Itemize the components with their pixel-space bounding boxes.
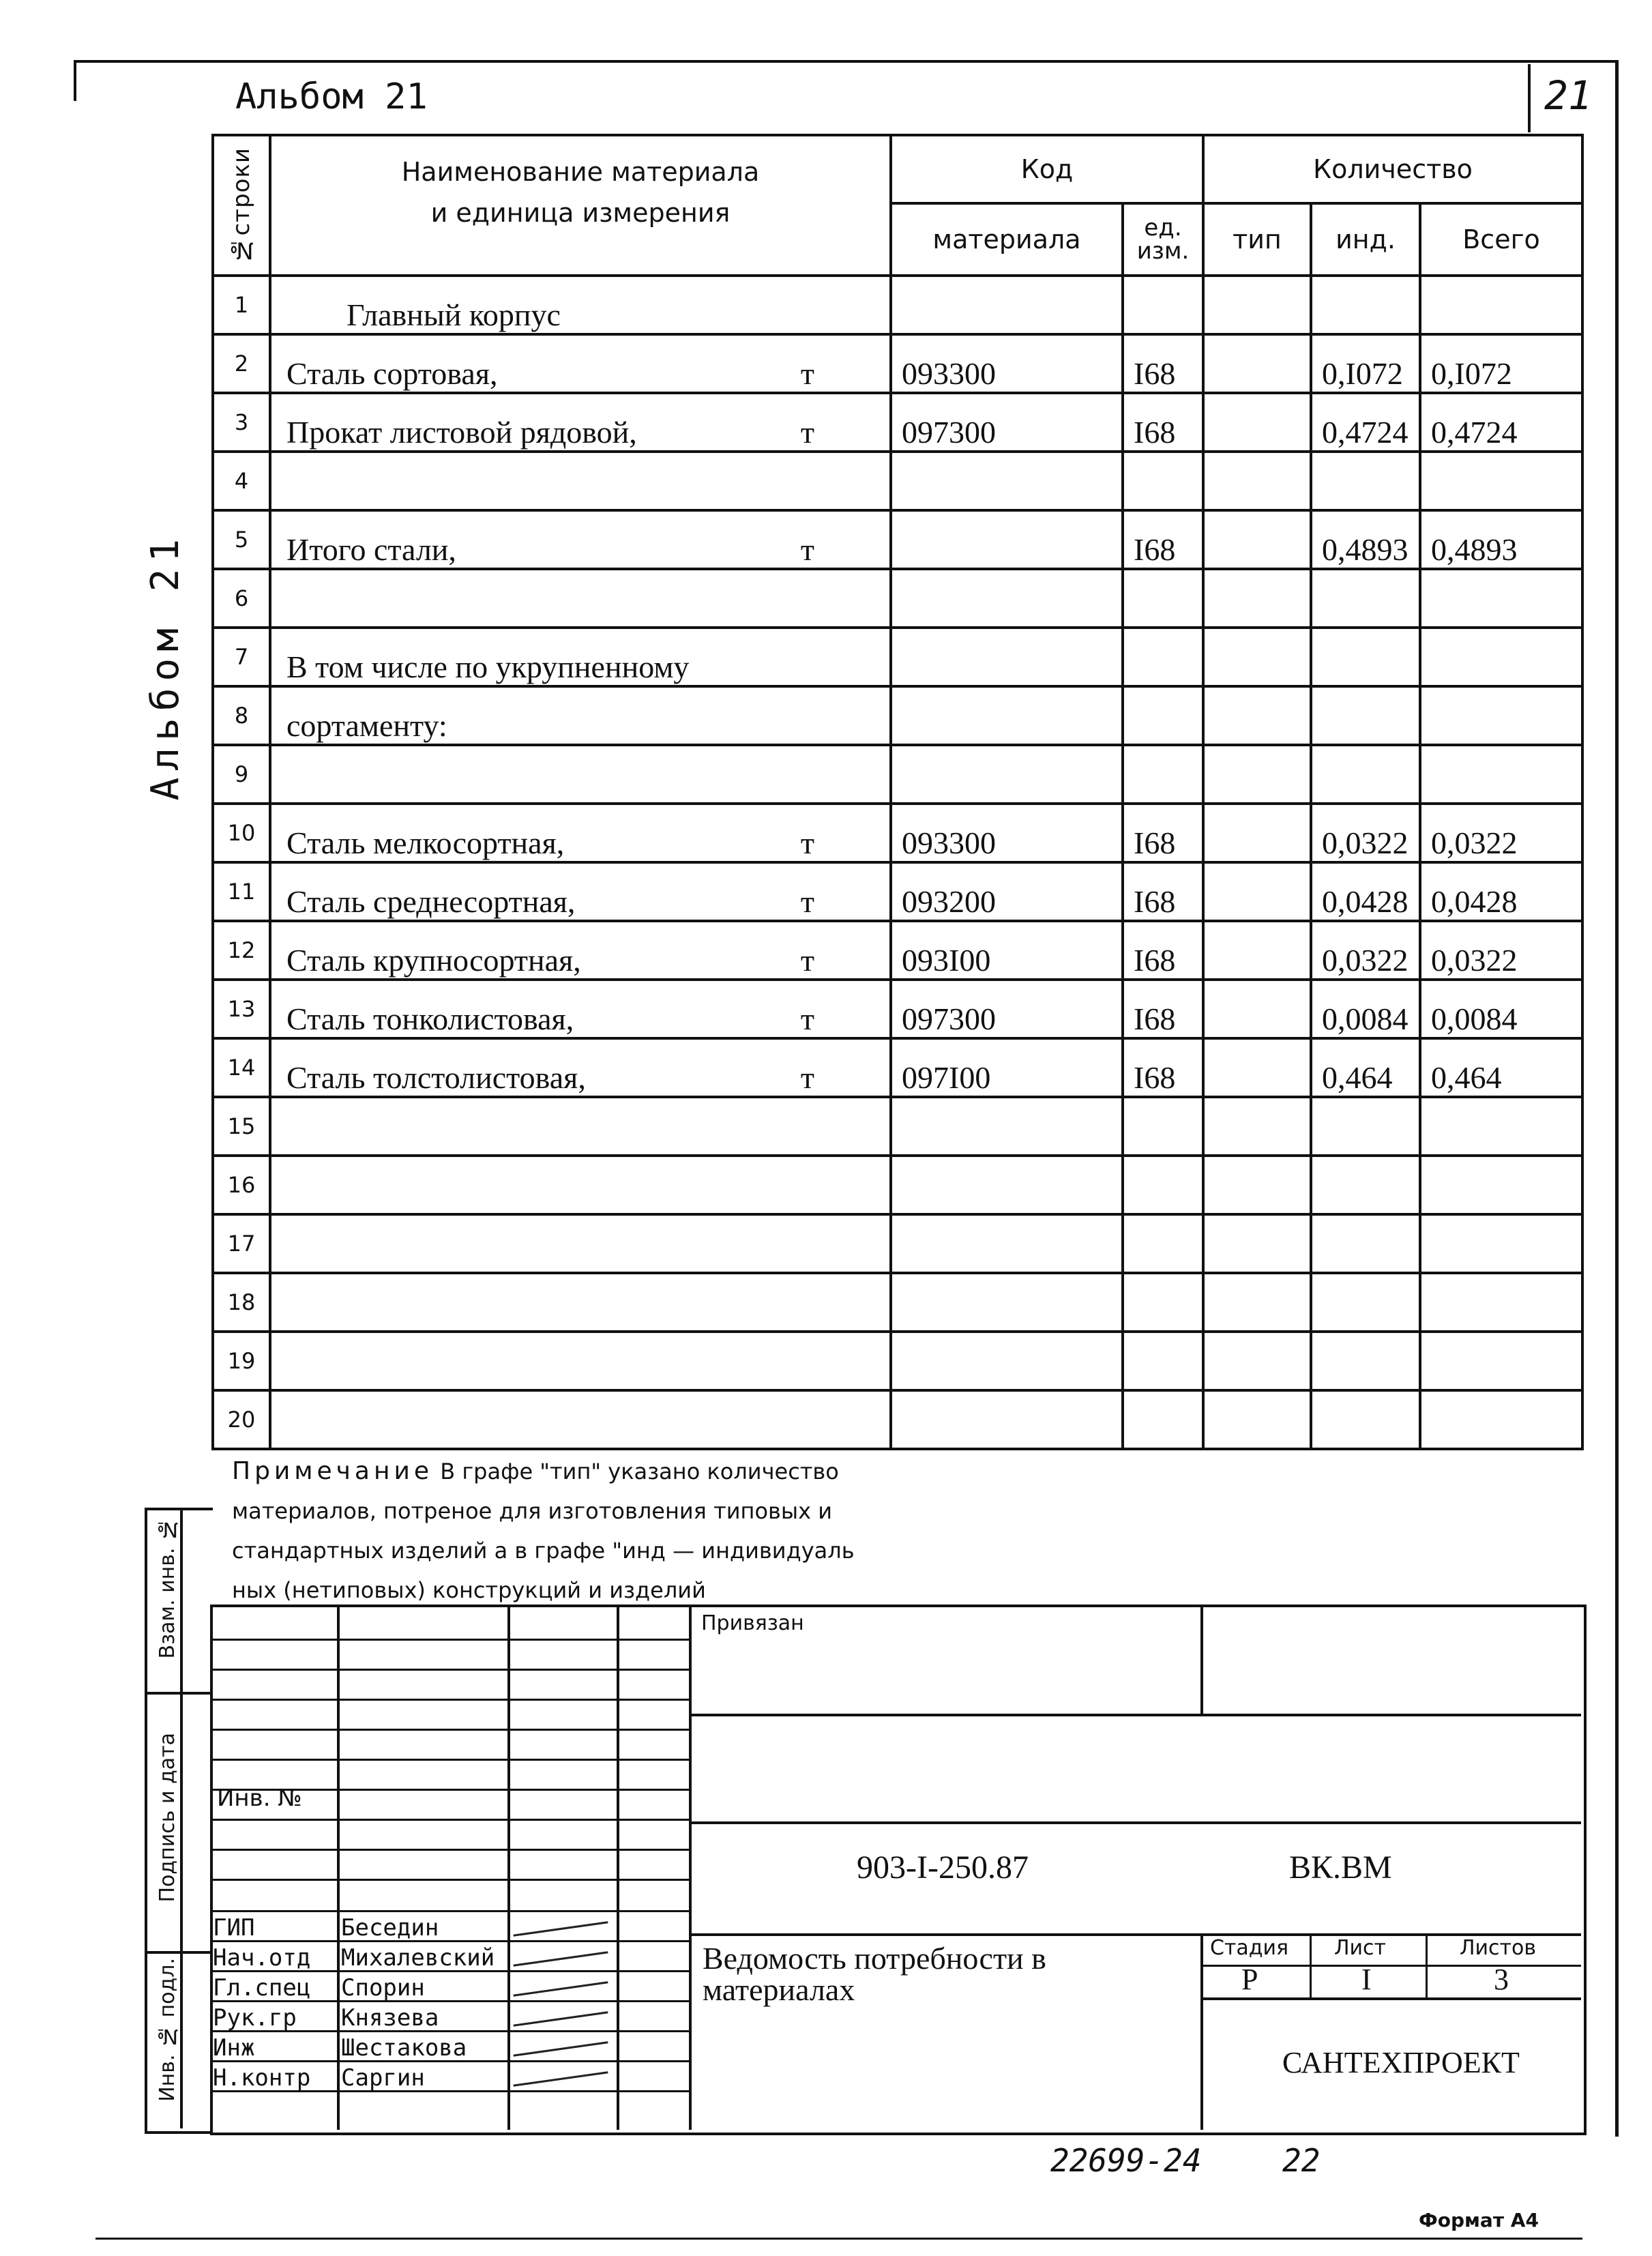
unit-code [1123,569,1203,628]
tb-vline [1426,1933,1428,1997]
doc-title [703,1943,1046,2006]
ind-qty [1311,628,1420,686]
material-name [270,921,891,980]
tb-vline [507,1605,510,2130]
material-code: 093I00 [891,921,1123,980]
unit-code: I68 [1123,334,1203,393]
measure-unit: т [800,884,814,919]
side-replace-inv: Взам. инв. № [156,1517,179,1659]
unit-code: I68 [1123,862,1203,921]
unit-code: I68 [1123,980,1203,1038]
total-qty [1420,686,1582,745]
material-code [891,1156,1123,1214]
quantity-header: Количество [1203,135,1582,203]
table-row [213,1097,1582,1156]
measure-unit: т [800,1060,814,1095]
ind-qty: 0,0322 [1311,804,1420,862]
unit-code: I68 [1123,393,1203,452]
material-name [270,393,891,452]
tb-hline [210,1940,692,1942]
material-code [891,1390,1123,1449]
ind-qty: 0,4724 [1311,393,1420,452]
stamp-name: Князева [341,2004,439,2032]
table-row [213,628,1582,686]
material-name [270,686,891,745]
unit-code: I68 [1123,510,1203,569]
type-qty [1203,862,1311,921]
frame-tick [74,60,76,101]
note-line1: В графе "тип" указано количество [440,1459,839,1484]
type-qty [1203,1156,1311,1214]
type-qty [1203,1038,1311,1097]
total-qty: 0,I072 [1420,334,1582,393]
material-name-text: сортаменту: [286,708,447,743]
ind-qty [1311,1273,1420,1332]
material-code: 097I00 [891,1038,1123,1097]
type-qty [1203,921,1311,980]
stamp-name: Шестакова [341,2034,467,2062]
material-name-text: Сталь мелкосортная, [286,825,565,860]
type-qty [1203,334,1311,393]
table-row [213,980,1582,1038]
ind-qty: 0,0322 [1311,921,1420,980]
measure-unit: т [800,415,814,450]
stamp-role: ГИП [213,1914,255,1942]
ind-qty: 0,0084 [1311,980,1420,1038]
stamp-name: Спорин [341,1974,425,2002]
unit-code: I68 [1123,921,1203,980]
type-qty [1203,1332,1311,1390]
ind-qty: 0,0428 [1311,862,1420,921]
side-album-label: Альбом 21 [143,532,188,801]
inv-no-label: Инв. № [217,1785,302,1812]
type-qty [1203,1214,1311,1273]
material-name-text: Сталь сортовая, [286,356,498,391]
unit-code [1123,1214,1203,1273]
unit-code [1123,276,1203,334]
note-title: Примечание [232,1457,434,1485]
table-row [213,334,1582,393]
material-name [270,569,891,628]
note-line2: материалов, потреное для изготовления типовых и [232,1498,833,1524]
sheets-label: Листов [1460,1936,1537,1960]
total-qty: 0,0428 [1420,862,1582,921]
row-number: 13 [213,980,270,1038]
type-qty [1203,510,1311,569]
unit-code [1123,1332,1203,1390]
table-row [213,393,1582,452]
tb-hline [210,1729,692,1731]
tb-hline [210,1699,692,1701]
measure-unit: т [800,532,814,567]
tb-vline [1200,1933,1203,2130]
tb-hline [689,1933,1581,1936]
material-name [270,980,891,1038]
row-number: 7 [213,628,270,686]
material-code: 093300 [891,334,1123,393]
material-name [270,1390,891,1449]
row-number: 5 [213,510,270,569]
table-row [213,1214,1582,1273]
material-code [891,745,1123,804]
table-row [213,804,1582,862]
ind-qty: 0,464 [1311,1038,1420,1097]
total-qty [1420,1214,1582,1273]
side-strip-inner [180,1508,183,2128]
material-name [270,276,891,334]
material-name [270,510,891,569]
tb-vline [689,1605,692,2130]
material-code [891,686,1123,745]
sheets-value: 3 [1494,1963,1509,1996]
row-number: 1 [213,276,270,334]
type-qty [1203,686,1311,745]
unit-code [1123,1390,1203,1449]
tb-hline [210,1849,692,1851]
material-code [891,1332,1123,1390]
unit-code [1123,745,1203,804]
material-code: 097300 [891,393,1123,452]
note-line4: ных (нетиповых) конструкций и изделий [232,1577,706,1603]
type-qty [1203,980,1311,1038]
material-name [270,1273,891,1332]
material-code-header: материала [891,203,1123,276]
material-name [270,1214,891,1273]
unit-code: I68 [1123,1038,1203,1097]
row-number: 20 [213,1390,270,1449]
stamp-role: Нач.отд [213,1944,311,1972]
row-number: 12 [213,921,270,980]
tb-vline [1200,1605,1203,1714]
material-name-text: Сталь крупносортная, [286,943,581,978]
material-name [270,862,891,921]
ind-qty [1311,276,1420,334]
measure-unit: т [800,943,814,978]
name-header [270,135,891,276]
doc-title-line2: материалах [703,1972,855,2007]
row-number: 6 [213,569,270,628]
table-row [213,1038,1582,1097]
type-qty [1203,628,1311,686]
unit-code [1123,452,1203,510]
table-row [213,452,1582,510]
unit-code [1123,628,1203,686]
side-inv-original: Инв. № подл. [156,1958,179,2102]
stage-value: Р [1241,1963,1258,1996]
material-name-text: Сталь среднесортная, [286,884,576,919]
ind-qty: 0,4893 [1311,510,1420,569]
measure-unit: т [800,356,814,391]
album-label: Альбом 21 [235,76,428,117]
total-qty: 0,4893 [1420,510,1582,569]
material-code: 093200 [891,862,1123,921]
stamp-name: Беседин [341,1914,439,1942]
note [232,1452,855,1610]
material-name [270,745,891,804]
row-number: 18 [213,1273,270,1332]
side-strip-divider [145,1692,210,1695]
side-sign-date: Подпись и дата [156,1733,179,1903]
type-qty [1203,393,1311,452]
material-code [891,276,1123,334]
total-qty [1420,745,1582,804]
total-qty [1420,1156,1582,1214]
ind-header: инд. [1311,203,1420,276]
material-code: 097300 [891,980,1123,1038]
row-number: 11 [213,862,270,921]
materials-table [211,134,1584,1450]
stamp-name: Михалевский [341,1944,495,1972]
unit-code [1123,1156,1203,1214]
material-code: 093300 [891,804,1123,862]
total-qty [1420,628,1582,686]
unit-code: I68 [1123,804,1203,862]
doc-title-line1: Ведомость потребности в [703,1941,1046,1976]
table-row [213,1332,1582,1390]
material-name [270,1097,891,1156]
ind-qty [1311,745,1420,804]
doc-mark: ВК.ВМ [1289,1849,1392,1886]
tb-vline [337,1605,340,2130]
table-row [213,745,1582,804]
tb-hline [210,1639,692,1641]
row-number: 4 [213,452,270,510]
tb-vline [1310,1933,1312,1997]
tb-hline [1200,1997,1581,2000]
type-qty [1203,804,1311,862]
code-header: Код [891,135,1203,203]
type-qty [1203,745,1311,804]
row-number: 17 [213,1214,270,1273]
tb-hline [689,1821,1581,1824]
ind-qty [1311,1156,1420,1214]
material-name-text: В том числе по укрупненному [286,649,690,684]
ind-qty [1311,569,1420,628]
row-no-header: №строки [213,135,270,276]
type-qty [1203,1390,1311,1449]
material-name [270,452,891,510]
ind-qty [1311,686,1420,745]
type-qty [1203,1273,1311,1332]
row-number: 9 [213,745,270,804]
page-number-box [1528,64,1619,132]
type-qty [1203,569,1311,628]
material-name [270,1038,891,1097]
ind-qty [1311,452,1420,510]
tb-hline [210,1910,692,1912]
row-number: 10 [213,804,270,862]
total-qty: 0,4724 [1420,393,1582,452]
company-name: САНТЕХПРОЕКТ [1282,2046,1520,2079]
material-code [891,510,1123,569]
material-name [270,1332,891,1390]
measure-unit: т [800,825,814,860]
row-number: 16 [213,1156,270,1214]
stamp-name: Саргин [341,2064,425,2092]
material-code [891,452,1123,510]
total-qty [1420,1273,1582,1332]
name-header-line1: Наименование материала [401,157,760,187]
table-row [213,686,1582,745]
total-qty [1420,1332,1582,1390]
material-name [270,334,891,393]
sheet-value: I [1361,1963,1372,1996]
stamp-role: Рук.гр [213,2004,297,2032]
stamp-role: Гл.спец [213,1974,311,2002]
total-qty [1420,1390,1582,1449]
type-qty [1203,1097,1311,1156]
material-name-text: Прокат листовой рядовой, [286,415,637,450]
name-header-line2: и единица измерения [430,198,731,228]
tb-hline [210,1879,692,1881]
total-qty [1420,1097,1582,1156]
table-row [213,1273,1582,1332]
total-qty [1420,276,1582,334]
tb-hline [689,1714,1581,1716]
format-label: Формат А4 [1419,2209,1539,2231]
material-name [270,1156,891,1214]
page-number: 21 [1544,72,1592,119]
material-name [270,628,891,686]
total-qty [1420,452,1582,510]
table-row [213,862,1582,921]
unit-header: ед. изм. [1123,203,1203,276]
row-number: 3 [213,393,270,452]
ind-qty [1311,1097,1420,1156]
measure-unit: т [800,1001,814,1036]
stamp-role: Н.контр [213,2064,311,2092]
total-qty: 0,464 [1420,1038,1582,1097]
material-name-text: Главный корпус [346,297,561,332]
sheet-label: Лист [1334,1936,1387,1960]
total-qty: 0,0322 [1420,921,1582,980]
type-header: тип [1203,203,1311,276]
table-row [213,276,1582,334]
bound-label: Привязан [701,1611,804,1635]
tb-hline [210,1669,692,1671]
ind-qty [1311,1390,1420,1449]
tb-vline [617,1605,619,2130]
archive-number: 22699-24 [1050,2142,1202,2179]
side-strip-divider [145,1951,210,1954]
row-number: 15 [213,1097,270,1156]
tb-hline [210,1759,692,1761]
doc-code: 903-I-250.87 [857,1849,1029,1886]
table-row [213,569,1582,628]
total-qty: 0,0084 [1420,980,1582,1038]
bottom-rule [95,2238,1582,2240]
archive-page: 22 [1282,2142,1321,2179]
table-row [213,510,1582,569]
material-code [891,1214,1123,1273]
ind-qty: 0,I072 [1311,334,1420,393]
material-name-text: Сталь толстолистовая, [286,1060,586,1095]
material-name [270,804,891,862]
row-number: 14 [213,1038,270,1097]
total-qty: 0,0322 [1420,804,1582,862]
material-code [891,1273,1123,1332]
unit-code [1123,1273,1203,1332]
material-name-text: Итого стали, [286,532,456,567]
total-header: Всего [1420,203,1582,276]
unit-code [1123,686,1203,745]
material-code [891,628,1123,686]
unit-code [1123,1097,1203,1156]
stamp-role: Инж [213,2034,255,2062]
type-qty [1203,276,1311,334]
material-code [891,569,1123,628]
table-row [213,921,1582,980]
type-qty [1203,452,1311,510]
tb-hline [210,1819,692,1821]
table-row [213,1156,1582,1214]
total-qty [1420,569,1582,628]
row-number: 2 [213,334,270,393]
stage-label: Стадия [1210,1936,1289,1960]
ind-qty [1311,1332,1420,1390]
row-number: 8 [213,686,270,745]
note-line3: стандартных изделий а в графе "инд — индивидуаль [232,1538,855,1564]
table-row [213,1390,1582,1449]
material-name-text: Сталь тонколистовая, [286,1001,574,1036]
ind-qty [1311,1214,1420,1273]
row-number: 19 [213,1332,270,1390]
material-code [891,1097,1123,1156]
